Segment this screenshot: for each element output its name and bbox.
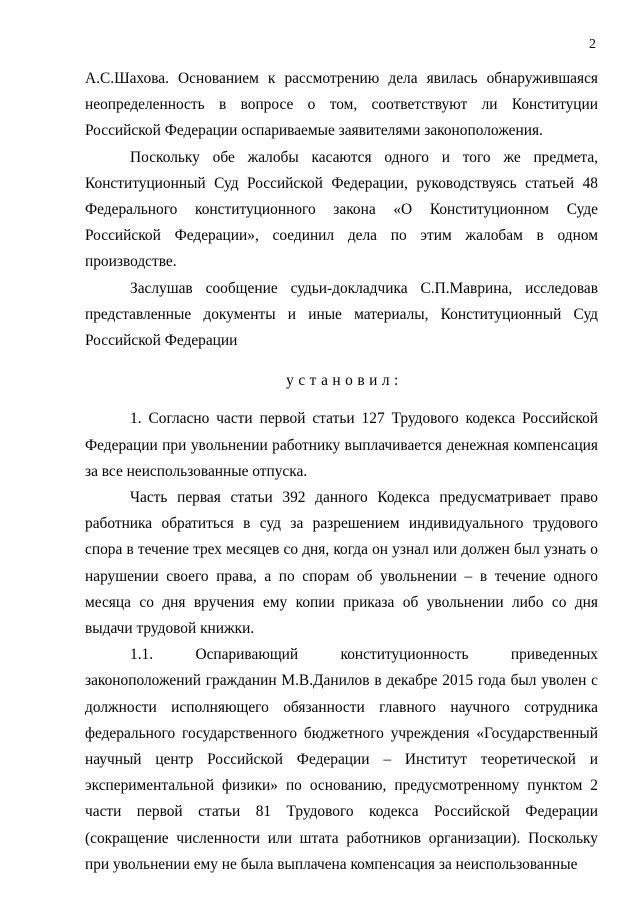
paragraph-article-127: 1. Согласно части первой статьи 127 Трудового кодекса Российской Федерации при увольнении работнику выплачивается денежная компенсация за все неиспользованные отпуска. [85,410,598,480]
document-body [85,66,598,878]
paragraph-applicant: 1.1. Оспаривающий конституционность приведенных законоположений гражданин М.В.Данилов в декабре 2015 года был уволен с должности исполняющего обязанности главного научного сотрудника федерального государственного бюджетного учреждения «Государственный научный центр Российской Федерации – Институт теоретической и экспериментальной физики» по основанию, предусмотренному пунктом 2 части первой статьи 81 Трудового кодекса Российской Федерации (сокращение численности или штата работников организации). Поскольку при увольнении ему не была выплачена компенсация за неиспользованные [85,646,598,873]
page-number: 2 [589,37,596,52]
paragraph-joinder: Поскольку обе жалобы касаются одного и того же предмета, Конституционный Суд Российской Федерации, руководствуясь статьей 48 Федерального конституционного закона «О Конституционном Суде Российской Федерации», соединил дела по этим жалобам в одном производстве. [85,148,598,271]
paragraph-article-392: Часть первая статьи 392 данного Кодекса предусматривает право работника обратиться в суд за разрешением индивидуального трудового спора в течение трех месяцев со дня, когда он узнал или должен был узнать о нарушении своего права, а по спорам об увольнении – в течение одного месяца со дня вручения ему копии приказа об увольнении либо со дня выдачи трудовой книжки. [85,489,598,638]
paragraph-hearing: Заслушав сообщение судьи-докладчика С.П.Маврина, исследовав представленные документы и иные материалы, Конституционный Суд Российской Федерации [85,279,598,350]
section-heading: установил: [286,372,403,390]
paragraph-continuation: А.С.Шахова. Основанием к рассмотрению дела явилась обнаружившаяся неопределенность в вопросе о том, соответствуют ли Конституции Российской Федерации оспариваемые заявителями законоположения. [85,70,598,140]
